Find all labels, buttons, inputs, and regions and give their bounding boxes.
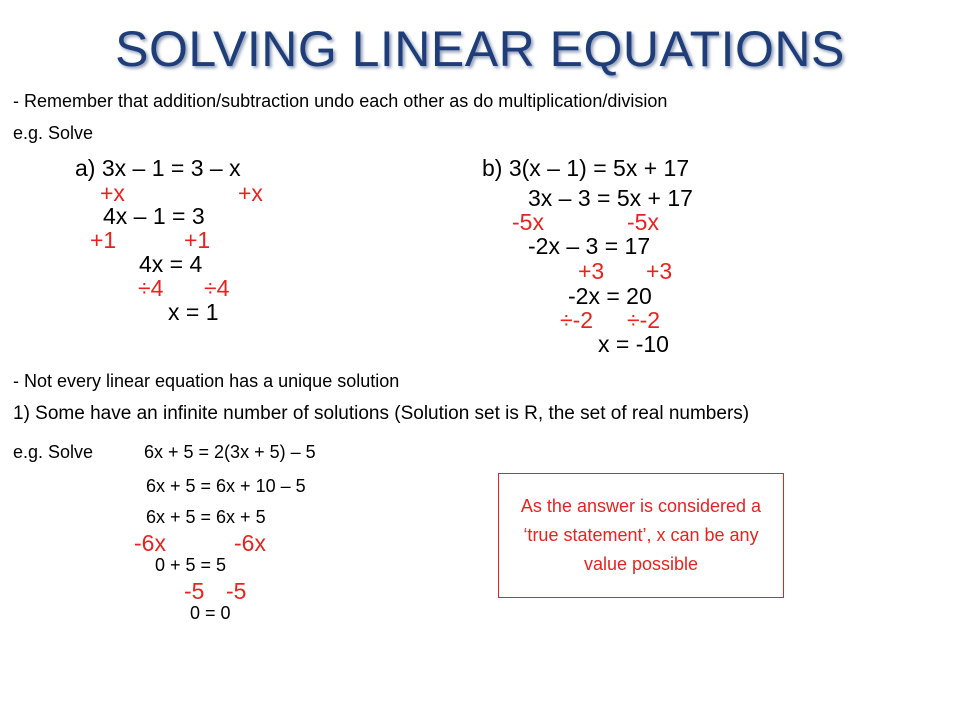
example-a-op2-left: +1 [90, 227, 117, 253]
example-b-op1-left: -5x [512, 209, 544, 235]
example-b-op3-right: ÷-2 [627, 307, 661, 333]
true-statement-note-box [498, 473, 784, 598]
infinite-solutions-note: 1) Some have an infinite number of solutions (Solution set is R, the set of real numbers) [13, 403, 750, 424]
example-b-line4: -2x = 20 [568, 283, 652, 309]
example-c-line1: 6x + 5 = 2(3x + 5) – 5 [144, 442, 316, 462]
example-b-line2: 3x – 3 = 5x + 17 [528, 185, 693, 211]
example-b-op2-right: +3 [646, 258, 673, 284]
example-c-op2-left: -5 [184, 578, 205, 604]
example-a-op2-right: +1 [184, 227, 211, 253]
example-b-line3: -2x – 3 = 17 [528, 233, 651, 259]
example-b-line1: b) 3(x – 1) = 5x + 17 [482, 155, 690, 181]
example-b-op1-right: -5x [627, 209, 659, 235]
example-c-op1-left: -6x [134, 530, 166, 556]
example-c-op2-right: -5 [226, 578, 247, 604]
example-a-line3: 4x = 4 [139, 251, 203, 277]
example-c-line2: 6x + 5 = 6x + 10 – 5 [146, 476, 306, 496]
example-c-line3: 6x + 5 = 6x + 5 [146, 507, 266, 527]
example-a-op3-right: ÷4 [204, 275, 230, 301]
example-b-op2-left: +3 [578, 258, 605, 284]
example-a-line1: a) 3x – 1 = 3 – x [75, 155, 241, 181]
page-title: SOLVING LINEAR EQUATIONS [115, 21, 845, 77]
example-a-op1-left: +x [100, 180, 125, 206]
example-b-op3-left: ÷-2 [560, 307, 594, 333]
example-a-op1-right: +x [238, 180, 263, 206]
unique-solution-note: - Not every linear equation has a unique solution [13, 371, 400, 391]
example-c-eg-solve: e.g. Solve [13, 442, 94, 462]
example-a-line4: x = 1 [168, 299, 219, 325]
example-c-op1-right: -6x [234, 530, 266, 556]
remember-text: - Remember that addition/subtraction undo each other as do multiplication/division [13, 91, 668, 111]
example-a-op3-left: ÷4 [138, 275, 164, 301]
example-c-line5: 0 = 0 [190, 603, 231, 623]
eg-solve-label: e.g. Solve [13, 123, 94, 143]
example-c-line4: 0 + 5 = 5 [155, 555, 227, 575]
example-a-line2: 4x – 1 = 3 [103, 203, 205, 229]
example-b-line5: x = -10 [598, 331, 669, 357]
true-statement-note-text: As the answer is considered a ‘true statement’, x can be any value possible [520, 496, 762, 574]
